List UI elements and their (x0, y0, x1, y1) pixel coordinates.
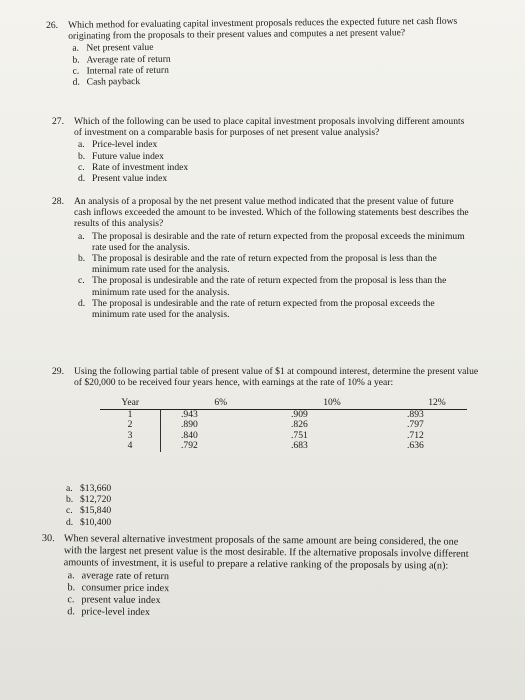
question-26 (46, 15, 466, 88)
question-number: 26. (46, 19, 59, 31)
table-row (100, 441, 467, 451)
option-c (66, 505, 111, 516)
option-letter: c. (78, 161, 85, 173)
question-29-options (66, 483, 111, 528)
table-cell: .712 (407, 429, 424, 441)
option-text: Internal rate of return (86, 64, 169, 77)
option-d (78, 173, 472, 184)
table-cell: .893 (407, 409, 424, 420)
option-text: price-level index (81, 606, 151, 618)
option-letter: a. (78, 139, 85, 151)
option-d (67, 606, 471, 622)
question-stem: Which of the following can be used to place capital investment proposals involving different amounts of investment on a comparable basis for purposes of net present value analysis? (74, 116, 465, 139)
option-text: Price-level index (92, 139, 158, 151)
option-text: The proposal is undesirable and the rate of return expected from the proposal is less than the minimum rate used for the analysis. (92, 275, 447, 298)
question-number: 29. (52, 366, 64, 377)
option-letter: b. (67, 582, 76, 594)
option-letter: d. (72, 76, 80, 88)
option-b (78, 253, 472, 275)
question-number: 27. (52, 116, 64, 127)
option-text: $15,840 (80, 505, 112, 517)
option-d (66, 517, 111, 528)
option-c (78, 275, 472, 297)
table-cell: .683 (291, 440, 308, 452)
option-text: Future value index (92, 150, 164, 162)
table-cell: .943 (181, 409, 198, 420)
table-header-row (100, 398, 467, 410)
table-cell: 3 (100, 431, 161, 441)
option-letter: d. (78, 173, 86, 185)
option-list (63, 570, 471, 622)
option-text: $12,720 (80, 494, 112, 506)
option-letter: c. (78, 275, 85, 287)
option-a (66, 483, 111, 494)
option-text: Cash payback (86, 76, 141, 88)
question-stem: Which method for evaluating capital investment proposals reduces the expected future net cash flows originating from the proposals to their present values and computes a net present value? (67, 15, 458, 42)
table-cell: .890 (181, 419, 198, 431)
option-list (68, 39, 466, 88)
option-text: present value index (81, 594, 161, 607)
option-letter: c. (66, 505, 73, 517)
option-text: The proposal is desirable and the rate of return expected from the proposal exceeds the minimum rate used for the analysis. (92, 230, 465, 253)
table-cell: .826 (291, 419, 308, 431)
column-header: 12% (373, 398, 467, 410)
table-cell: .792 (181, 440, 198, 452)
option-text: The proposal is desirable and the rate of return expected from the proposal is less than the minimum rate used for the analysis. (92, 253, 437, 276)
option-text: $10,400 (80, 516, 112, 528)
present-value-table (100, 398, 467, 452)
option-letter: b. (66, 494, 74, 506)
question-body (63, 533, 472, 622)
option-letter: d. (66, 516, 74, 528)
question-stem: An analysis of a proposal by the net present value method indicated that the present value of future cash inflows exceeded the amount to be invested. Which of the following statements best describes the results of this analysis? (74, 196, 469, 230)
option-letter: d. (67, 606, 76, 618)
question-number: 28. (52, 196, 64, 207)
table-cell: .909 (291, 409, 308, 420)
option-d (78, 298, 472, 320)
option-letter: d. (78, 297, 86, 309)
question-number: 30. (41, 533, 55, 545)
option-text: The proposal is undesirable and the rate of return expected from the proposal exceeds the minimum rate used for the analysis. (92, 297, 435, 321)
option-letter: c. (67, 594, 75, 606)
question-body (68, 16, 467, 88)
option-text: Net present value (86, 42, 154, 54)
table-cell: 4 (100, 441, 161, 451)
option-c (78, 162, 472, 173)
option-letter: a. (66, 483, 73, 494)
option-letter: b. (78, 253, 86, 265)
option-text: Present value index (92, 173, 168, 185)
question-stem: When several alternative investment proposals of the same amount are being considered, the one with the largest net present value is the most desirable. If the alternative proposals involve different amounts of investment, it is useful to prepare a relative ranking of the proposals by using a(n): (63, 533, 469, 572)
option-list (74, 231, 472, 321)
question-body (74, 366, 482, 388)
table-cell: .636 (407, 440, 424, 452)
option-letter: a. (78, 230, 85, 242)
question-body (74, 116, 472, 184)
question-30 (41, 533, 472, 618)
column-header: 6% (161, 398, 262, 410)
question-stem: Using the following partial table of present value of $1 at compound interest, determine the present value of $20,000 to be received four years hence, with earnings at the rate of 10% a year: (74, 366, 479, 389)
table-cell: .840 (181, 429, 198, 441)
question-body (74, 196, 472, 320)
option-text: $13,660 (80, 483, 112, 494)
option-letter: b. (72, 54, 80, 66)
option-a (78, 139, 472, 150)
option-letter: c. (72, 65, 80, 77)
option-b (78, 151, 472, 162)
option-text: Average rate of return (86, 53, 171, 66)
option-letter: a. (72, 43, 80, 55)
column-header: 10% (261, 398, 373, 410)
option-b (66, 494, 111, 505)
option-a (78, 231, 472, 253)
option-text: Rate of investment index (92, 161, 189, 173)
option-list (74, 139, 472, 184)
option-letter: a. (67, 570, 75, 582)
option-text: consumer price index (81, 582, 170, 595)
table-cell: .797 (407, 419, 424, 431)
table-cell: .751 (291, 429, 308, 441)
table-cell: 2 (100, 420, 161, 430)
option-letter: b. (78, 150, 86, 162)
option-text: average rate of return (81, 570, 170, 583)
table-cell: 1 (100, 410, 161, 421)
column-header: Year (100, 398, 161, 410)
